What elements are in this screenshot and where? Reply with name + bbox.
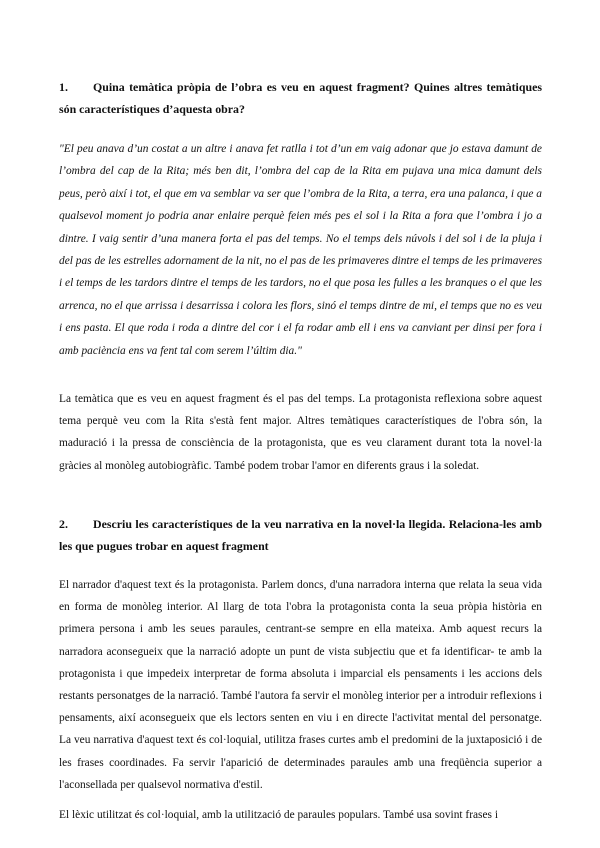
- question-1-number: 1.: [59, 80, 68, 94]
- question-2: [59, 513, 542, 557]
- answer-1-paragraph: La temàtica que es veu en aquest fragment és el pas del temps. La protagonista reflexiona sobre aquest tema perquè veu com la Rita s'està fent major. Altres temàtiques característiques de l'obra són, la maduració i la pressa de consciència de la protagonista, que es veu clarament durant tota la novel·la gràcies al monòleg autobiogràfic. També podem trobar l'amor en diferents graus i la soledat.: [59, 393, 542, 472]
- question-1-text: Quina temàtica pròpia de l’obra es veu en aquest fragment? Quines altres temàtiques són característiques d’aquesta obra?: [59, 80, 542, 116]
- answer-2-paragraph-1: El narrador d'aquest text és la protagonista. Parlem doncs, d'una narradora interna que relata la seua vida en forma de monòleg interior. Al llarg de tota l'obra la protagonista conta la seua pròpia història en primera persona i amb les seues paraules, centrant-se sempre en ella mateixa. Amb aquest recurs la narradora aconsegueix que la narració adopte un punt de vista subjectiu que et fa identificar- te amb la protagonista i que impedeix interpretar de forma absoluta i imparcial els pensaments i les accions dels restants personatges de la narració. També l'autora fa servir el monòleg interior per a introduir reflexions i pensaments, així aconsegueix que els lectors senten en viu i en directe l'activitat mental del personatge. La veu narrativa d'aquest text és col·loquial, utilitza frases curtes amb el predomini de la juxtaposició i de les frases coordinades. Fa servir l'aparició de determinades paraules amb una freqüència superior a l'aconsellada per qualsevol normativa d'estil.: [59, 579, 542, 791]
- quoted-fragment: "El peu anava d’un costat a un altre i anava fet ratlla i tot d’un em vaig adonar que jo estava damunt de l’ombra del cap de la Rita; més ben dit, l’ombra del cap de la Rita em pujava una mica damunt dels peus, però així i tot, el que em va semblar va ser que l’ombra de la Rita, a terra, era una palanca, i que a qualsevol moment jo podria anar enlaire perquè feien més pes el sol i la Rita a fora que l’ombra i jo a dintre. I vaig sentir d’una manera forta el pas del temps. No el temps dels núvols i del sol i de la pluja i del pas de les estrelles adornament de la nit, no el pas de les primaveres dintre el temps de les primaveres i el temps de les tardors dintre el temps de les tardors, no el que posa les fulles a les branques o el que les arrenca, no el que arrissa i desarrissa i colora les flors, sinó el temps dintre de mi, el temps que no es veu i ens pasta. El que roda i roda a dintre del cor i el fa rodar amb ell i ens va canviant per dinsi per fora i amb paciència ens va fent tal com serem l’últim dia.": [59, 143, 542, 357]
- question-1: [59, 76, 542, 120]
- answer-2-paragraph-2: El lèxic utilitzat és col·loquial, amb la utilització de paraules populars. També usa sovint frases i: [59, 809, 498, 821]
- question-2-text: Descriu les característiques de la veu narrativa en la novel·la llegida. Relaciona-les amb les que pugues trobar en aquest fragment: [59, 517, 542, 553]
- question-2-number: 2.: [59, 517, 68, 531]
